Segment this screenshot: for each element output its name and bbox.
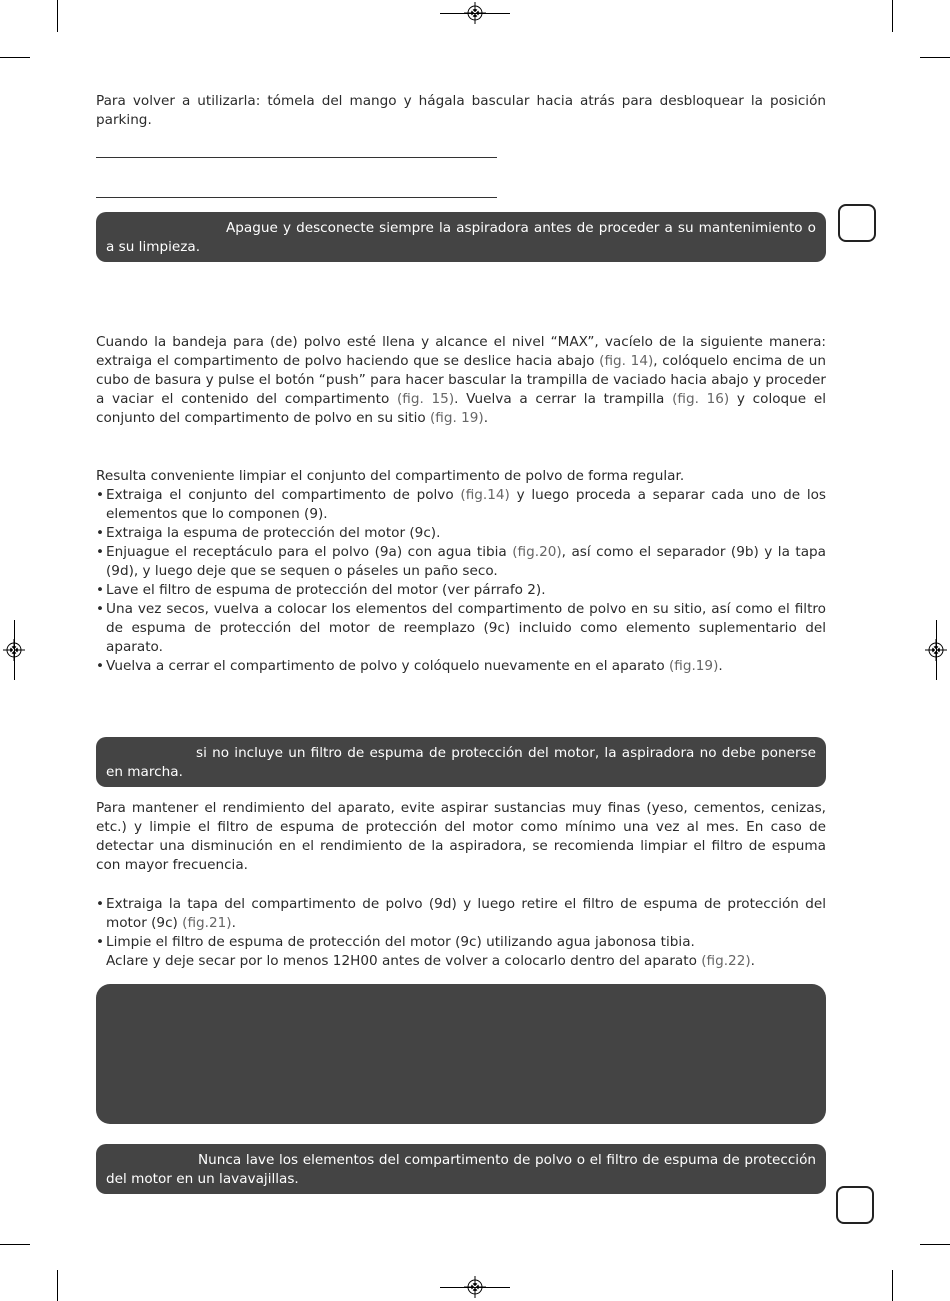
crop-mark (440, 13, 510, 14)
crop-mark (14, 620, 15, 680)
cleaning-steps-list (96, 486, 826, 676)
list-item: • Enjuague el receptáculo para el polvo (9a) con agua tibia (fig.20), así como el separador (9b) y la tapa (9d), y luego deje que se sequen o páseles un paño seco. (96, 543, 826, 581)
figure-reference: (fig.19) (668, 658, 719, 674)
figure-reference: (fig.21) (182, 915, 232, 931)
emptying-paragraph (96, 333, 826, 428)
empty-note-box (96, 984, 826, 1124)
list-item: • Extraiga la espuma de protección del motor (9c). (96, 524, 826, 543)
list-item: • Vuelva a cerrar el compartimento de polvo y colóquelo nuevamente en el aparato (fig.19). (96, 657, 826, 676)
text: . (483, 410, 489, 426)
crop-mark (0, 57, 30, 58)
list-item: • Extraiga la tapa del compartimento de polvo (9d) y luego retire el filtro de espuma de protección del motor (9c) (fig.21). (96, 895, 826, 933)
list-item: • Extraiga el conjunto del compartimento de polvo (fig.14) y luego proceda a separar cada uno de los elementos que lo componen (9). (96, 486, 826, 524)
page-tab-marker (836, 1186, 874, 1224)
figure-reference: (fig. 16) (672, 391, 730, 407)
warning-box-dishwasher (96, 1144, 826, 1194)
cleaning-intro: Resulta conveniente limpiar el conjunto del compartimento de polvo de forma regular. (96, 468, 685, 484)
maintenance-paragraph: Para mantener el rendimiento del aparato, evite aspirar sustancias muy finas (yeso, cementos, cenizas, etc.) y limpie el filtro de espuma de protección del motor como mínimo una vez al mes. En caso de detectar una disminución en el rendimiento de la aspiradora, se recomienda limpiar el filtro de espuma con mayor frecuencia. (96, 800, 826, 873)
crop-mark (936, 620, 937, 680)
crop-mark (57, 1270, 58, 1301)
text: , colóquelo encima de un cubo de basura y pulse el botón “push” para hacer bascular la trampilla de vaciado hacia abajo y proceder a vaciar el contenido del compartimento (96, 353, 827, 407)
figure-reference: (fig.20) (512, 544, 562, 560)
figure-reference: (fig.22) (701, 953, 751, 969)
crop-mark (920, 57, 950, 58)
section-rule (96, 197, 497, 198)
text: y coloque el conjunto del compartimento de polvo en su sitio (96, 391, 827, 426)
figure-reference: (fig.14) (460, 487, 510, 503)
figure-reference: (fig. 19) (430, 410, 484, 426)
figure-reference: (fig. 14) (599, 353, 654, 369)
crop-mark (0, 1244, 30, 1245)
crop-mark (57, 0, 58, 32)
text: Cuando la bandeja para (de) polvo esté llena y alcance el nivel “MAX”, vacíelo de la siguiente manera: extraiga el compartimento de polvo haciendo que se deslice hacia abajo (96, 334, 826, 369)
section-rule (96, 157, 497, 158)
crop-mark (920, 1244, 950, 1245)
list-item: • Una vez secos, vuelva a colocar los elementos del compartimento de polvo en su sitio, así como el filtro de espuma de protección del motor de reemplazo (9c) incluido como elemento suplementario del aparato. (96, 600, 826, 657)
warning-box-filter (96, 737, 826, 787)
warning-box-unplug (96, 212, 826, 262)
page-tab-marker (838, 204, 876, 242)
crop-mark (892, 0, 893, 32)
filter-steps-list (96, 895, 826, 971)
list-item: • Lave el filtro de espuma de protección del motor (ver párrafo 2). (96, 581, 826, 600)
crop-mark (440, 1287, 510, 1288)
figure-reference: (fig. 15) (397, 391, 455, 407)
list-item: • Limpie el filtro de espuma de protección del motor (9c) utilizando agua jabonosa tibia. Aclare y deje secar por lo menos 12H00 antes de volver a colocarlo dentro del aparato (fig.22). (96, 933, 826, 971)
crop-mark (892, 1270, 893, 1301)
text: . Vuelva a cerrar la trampilla (454, 391, 673, 407)
warning-text: Nunca lave los elementos del compartimento de polvo o el filtro de espuma de protección del motor en un lavavajillas. (106, 1152, 816, 1187)
warning-text: Apague y desconecte siempre la aspiradora antes de proceder a su mantenimiento o a su limpieza. (106, 220, 816, 255)
parking-paragraph: Para volver a utilizarla: tómela del mango y hágala bascular hacia atrás para desbloquear la posición parking. (96, 93, 826, 128)
warning-text: si no incluye un filtro de espuma de protección del motor, la aspiradora no debe ponerse en marcha. (106, 745, 816, 780)
